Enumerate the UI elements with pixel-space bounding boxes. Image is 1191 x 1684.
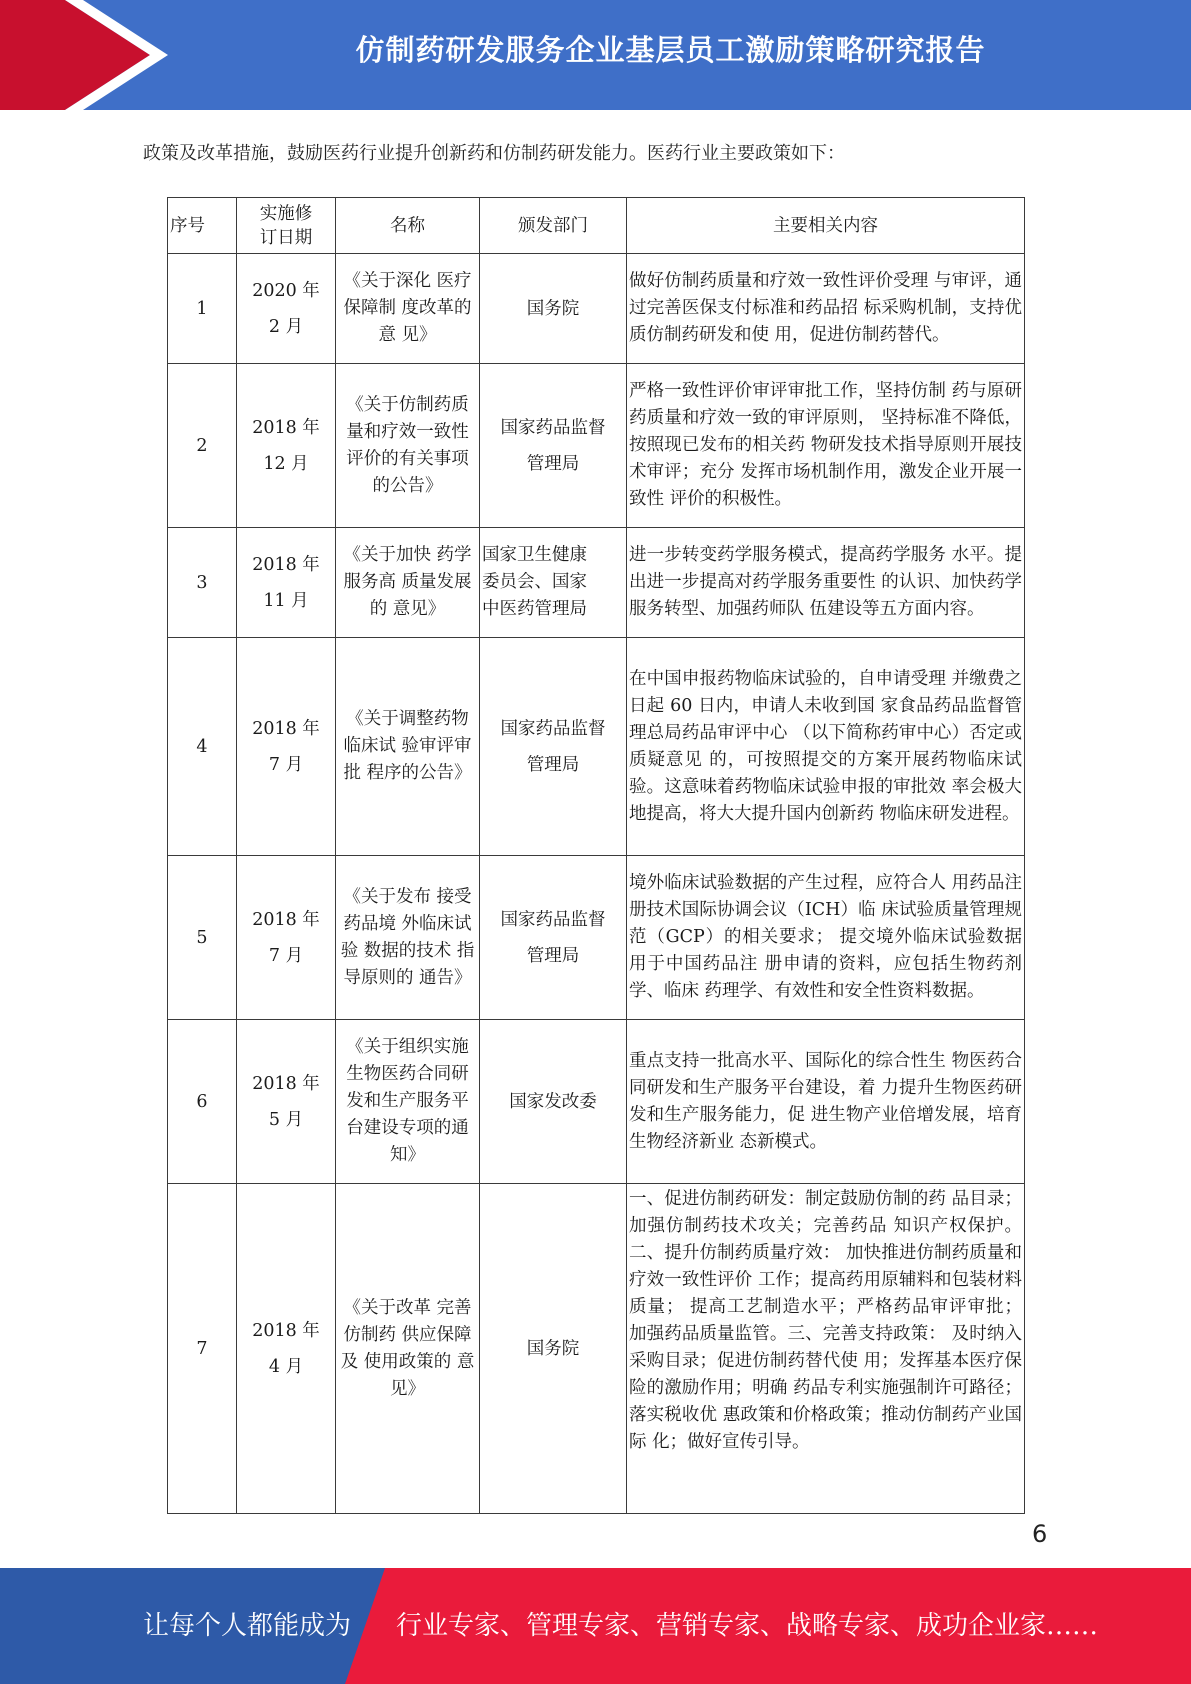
row-dept <box>480 254 627 364</box>
table-row <box>168 364 1025 528</box>
header-no: 序号 <box>168 198 237 254</box>
row-no: 6 <box>168 1020 237 1184</box>
header-date-line1: 实施修 <box>259 203 313 224</box>
date-month: 7 月 <box>268 754 304 775</box>
header-banner <box>0 0 1191 110</box>
row-no: 2 <box>168 364 237 528</box>
intro-paragraph: 政策及改革措施，鼓励医药行业提升创新药和仿制药研发能力。医药行业主要政策如下： <box>143 143 845 164</box>
table-row <box>168 528 1025 638</box>
date-month: 2 月 <box>268 316 304 337</box>
dept-line: 国家卫生健康 <box>482 545 587 565</box>
date-month: 5 月 <box>268 1109 304 1130</box>
row-content: 进一步转变药学服务模式，提高药学服务 水平。提出进一步提高对药学服务重要性 的认识、加快药学服务转型、加强药师队 伍建设等五方面内容。 <box>627 528 1025 638</box>
row-no: 1 <box>168 254 237 364</box>
date-year: 2018 年 <box>252 718 320 739</box>
date-month: 4 月 <box>268 1356 304 1377</box>
row-content: 一、促进仿制药研发：制定鼓励仿制的药 品目录；加强仿制药技术攻关；完善药品 知识产权保护。二、提升仿制药质量疗效： 加快推进仿制药质量和疗效一致性评价 工作；提高药用原辅料和包装材料质量； 提高工艺制造水平；严格药品审评审批； 加强药品质量监管。三、完善支持政策： 及时纳入采购目录；促进仿制药替代使 用；发挥基本医疗保险的激励作用；明确 药品专利实施强制许可路径；落实税收优 惠政策和价格政策；推动仿制药产业国际 化；做好宣传引导。 <box>627 1184 1025 1514</box>
footer-banner <box>0 1568 1191 1684</box>
dept-line: 国家发改委 <box>509 1091 597 1112</box>
dept-line: 国家药品监督 <box>500 909 606 930</box>
row-no: 4 <box>168 638 237 856</box>
date-month: 7 月 <box>268 945 304 966</box>
row-date <box>237 638 336 856</box>
row-content: 严格一致性评价审评审批工作，坚持仿制 药与原研药质量和疗效一致的审评原则， 坚持标准不降低，按照现已发布的相关药 物研发技术指导原则开展技术审评；充分 发挥市场机制作用，激发企业开展一致性 评价的积极性。 <box>627 364 1025 528</box>
row-dept <box>480 1184 627 1514</box>
row-content: 在中国申报药物临床试验的，自申请受理 并缴费之日起 60 日内，申请人未收到国 家食品药品监督管理总局药品审评中心 （以下简称药审中心）否定或质疑意见 的，可按照提交的方案开展药物临床试 验。这意味着药物临床试验申报的审批效 率会极大地提高，将大大提升国内创新药 物临床研发进程。 <box>627 638 1025 856</box>
row-no: 3 <box>168 528 237 638</box>
dept-line: 中医药管理局 <box>482 599 587 619</box>
row-dept <box>480 638 627 856</box>
header-date <box>237 198 336 254</box>
row-content: 做好仿制药质量和疗效一致性评价受理 与审评，通过完善医保支付标准和药品招 标采购机制，支持优质仿制药研发和使 用，促进仿制药替代。 <box>627 254 1025 364</box>
dept-line: 国务院 <box>526 1338 580 1359</box>
row-date <box>237 254 336 364</box>
table-row <box>168 1020 1025 1184</box>
row-dept <box>480 1020 627 1184</box>
table-row <box>168 638 1025 856</box>
date-month: 11 月 <box>263 590 309 611</box>
row-date <box>237 856 336 1020</box>
table-row <box>168 254 1025 364</box>
row-date <box>237 364 336 528</box>
row-name: 《关于加快 药学服务高 质量发展的 意见》 <box>336 528 480 638</box>
date-year: 2018 年 <box>252 1320 320 1341</box>
header-date-line2: 订日期 <box>259 227 313 248</box>
date-year: 2018 年 <box>252 1073 320 1094</box>
table-header-row <box>168 198 1025 254</box>
row-date <box>237 1184 336 1514</box>
row-name: 《关于组织实施生物医药合同研发和生产服务平台建设专项的通知》 <box>336 1020 480 1184</box>
dept-line: 管理局 <box>526 754 580 775</box>
report-title: 仿制药研发服务企业基层员工激励策略研究报告 <box>355 33 986 67</box>
page-number: 6 <box>1032 1520 1048 1548</box>
row-name: 《关于深化 医疗保障制 度改革的意 见》 <box>336 254 480 364</box>
header-content: 主要相关内容 <box>627 198 1025 254</box>
footer-slogan-left: 让每个人都能成为 <box>143 1611 352 1641</box>
footer-slogan-right: 行业专家、管理专家、营销专家、战略专家、成功企业家…… <box>396 1611 1099 1641</box>
date-year: 2018 年 <box>252 417 320 438</box>
dept-line: 国务院 <box>526 298 580 319</box>
table-row <box>168 856 1025 1020</box>
row-dept <box>480 528 627 638</box>
row-name: 《关于仿制药质量和疗效一致性评价的有关事项的公告》 <box>336 364 480 528</box>
row-content: 境外临床试验数据的产生过程，应符合人 用药品注册技术国际协调会议（ICH）临 床试验质量管理规范（GCP）的相关要求； 提交境外临床试验数据用于中国药品注 册申请的资料，应包括生物药剂学、临床 药理学、有效性和安全性资料数据。 <box>627 856 1025 1020</box>
dept-line: 国家药品监督 <box>500 718 606 739</box>
date-month: 12 月 <box>263 453 309 474</box>
date-year: 2020 年 <box>252 280 320 301</box>
header-dept: 颁发部门 <box>480 198 627 254</box>
row-dept <box>480 856 627 1020</box>
table-row <box>168 1184 1025 1514</box>
header-name: 名称 <box>336 198 480 254</box>
date-year: 2018 年 <box>252 909 320 930</box>
row-content: 重点支持一批高水平、国际化的综合性生 物医药合同研发和生产服务平台建设，着 力提升生物医药研发和生产服务能力，促 进生物产业倍增发展，培育生物经济新业 态新模式。 <box>627 1020 1025 1184</box>
row-name: 《关于调整药物临床试 验审评审批 程序的公告》 <box>336 638 480 856</box>
row-no: 5 <box>168 856 237 1020</box>
dept-line: 国家药品监督 <box>500 417 606 438</box>
dept-line: 委员会、国家 <box>482 572 587 592</box>
date-year: 2018 年 <box>252 554 320 575</box>
row-no: 7 <box>168 1184 237 1514</box>
dept-line: 管理局 <box>526 453 580 474</box>
policy-table <box>167 197 1025 1514</box>
dept-line: 管理局 <box>526 945 580 966</box>
row-name: 《关于发布 接受药品境 外临床试验 数据的技术 指导原则的 通告》 <box>336 856 480 1020</box>
row-dept <box>480 364 627 528</box>
row-name: 《关于改革 完善仿制药 供应保障及 使用政策的 意见》 <box>336 1184 480 1514</box>
row-date <box>237 1020 336 1184</box>
row-date <box>237 528 336 638</box>
